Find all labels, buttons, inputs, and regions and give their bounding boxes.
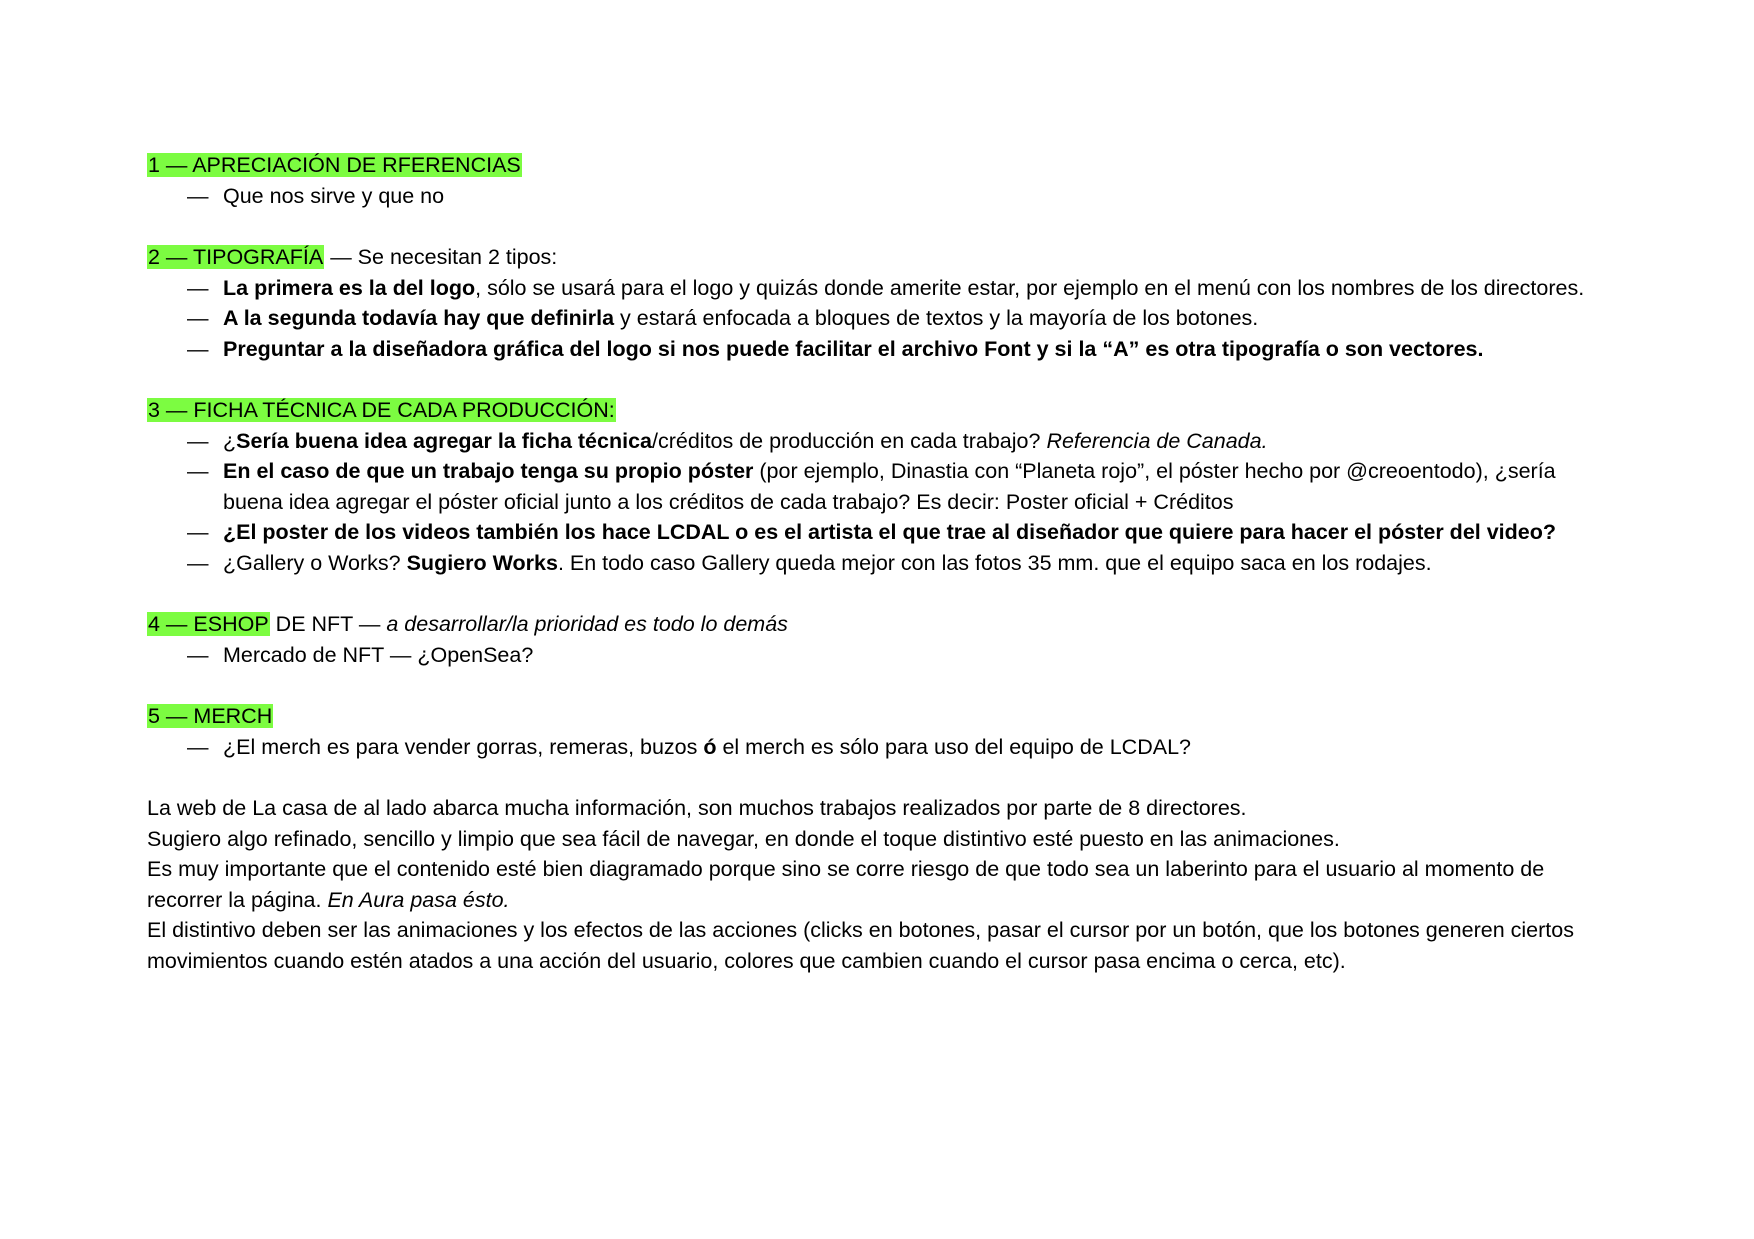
dash-bullet: —	[187, 642, 209, 667]
section-heading: 2 — TIPOGRAFÍA — Se necesitan 2 tipos:	[148, 245, 558, 269]
section-heading	[147, 395, 1607, 426]
document-content	[147, 150, 1607, 976]
list-item: — La primera es la del logo, sólo se usará para el logo y quizás donde amerite estar, por ejemplo en el menú con los nombres de los directores.	[147, 273, 1607, 304]
dash-bullet: —	[187, 306, 209, 330]
dash-bullet: —	[187, 520, 209, 544]
section-5	[147, 701, 1607, 762]
list-item: — ¿El poster de los videos también los hace LCDAL o es el artista el que trae al diseñador que quiere para hacer el póster del video?	[147, 517, 1607, 548]
bullet-list	[147, 732, 1607, 763]
list-item: — ¿Gallery o Works? Sugiero Works. En todo caso Gallery queda mejor con las fotos 35 mm. que el equipo saca en los rodajes.	[147, 548, 1607, 579]
dash-bullet: —	[187, 428, 209, 453]
paragraph: El distintivo deben ser las animaciones y los efectos de las acciones (clicks en botones, pasar el cursor por un botón, que los botones generen ciertos movimientos cuando estén atados a una acción del usuario, colores que cambien cuando el cursor pasa encima o cerca, etc).	[147, 918, 1574, 973]
highlighted-heading: 2 — TIPOGRAFÍA	[148, 245, 324, 269]
section-2	[147, 242, 1607, 364]
paragraph: Es muy importante que el contenido esté bien diagramado porque sino se corre riesgo de que todo sea un laberinto para el usuario al momento de recorrer la página. En Aura pasa ésto.	[147, 857, 1545, 912]
bullet-list	[147, 273, 1607, 365]
dash-bullet: —	[187, 183, 209, 208]
paragraph: Sugiero algo refinado, sencillo y limpio que sea fácil de navegar, en donde el toque distintivo esté puesto en las animaciones.	[147, 826, 1340, 851]
section-heading: 4 — ESHOP DE NFT — a desarrollar/la prioridad es todo lo demás	[148, 612, 788, 636]
section-1	[147, 150, 1607, 211]
list-item: — Preguntar a la diseñadora gráfica del logo si nos puede facilitar el archivo Font y si la “A” es otra tipografía o son vectores.	[147, 334, 1607, 365]
dash-bullet: —	[187, 275, 209, 300]
section-4	[147, 609, 1607, 670]
list-item: — ¿El merch es para vender gorras, remeras, buzos ó el merch es sólo para uso del equipo de LCDAL?	[147, 732, 1607, 763]
paragraph: La web de La casa de al lado abarca mucha información, son muchos trabajos realizados por parte de 8 directores.	[147, 796, 1247, 820]
bullet-list	[147, 640, 1607, 671]
section-3	[147, 395, 1607, 578]
highlighted-heading: 3 — FICHA TÉCNICA DE CADA PRODUCCIÓN:	[148, 398, 615, 422]
list-item: — ¿Sería buena idea agregar la ficha técnica/créditos de producción en cada trabajo? Referencia de Canada.	[147, 426, 1607, 457]
highlighted-heading: 4 — ESHOP	[148, 612, 269, 636]
dash-bullet: —	[187, 336, 209, 361]
highlighted-heading: 1 — APRECIACIÓN DE RFERENCIAS	[148, 153, 521, 177]
bullet-list	[147, 426, 1607, 579]
dash-bullet: —	[187, 550, 209, 575]
closing-paragraphs	[147, 793, 1607, 976]
bullet-list	[147, 181, 1607, 212]
list-item: — Mercado de NFT — ¿OpenSea?	[147, 640, 1607, 671]
list-item: — Que nos sirve y que no	[147, 181, 1607, 212]
dash-bullet: —	[187, 459, 209, 483]
section-heading	[147, 701, 1607, 732]
list-item: — En el caso de que un trabajo tenga su propio póster (por ejemplo, Dinastia con “Planeta rojo”, el póster hecho por @creoentodo), ¿sería buena idea agregar el póster oficial junto a los créditos de cada trabajo? Es decir: Poster oficial + Créditos	[147, 456, 1607, 517]
dash-bullet: —	[187, 734, 209, 759]
highlighted-heading: 5 — MERCH	[148, 704, 273, 728]
list-item: — A la segunda todavía hay que definirla y estará enfocada a bloques de textos y la mayoría de los botones.	[147, 303, 1607, 334]
section-heading	[147, 150, 1607, 181]
